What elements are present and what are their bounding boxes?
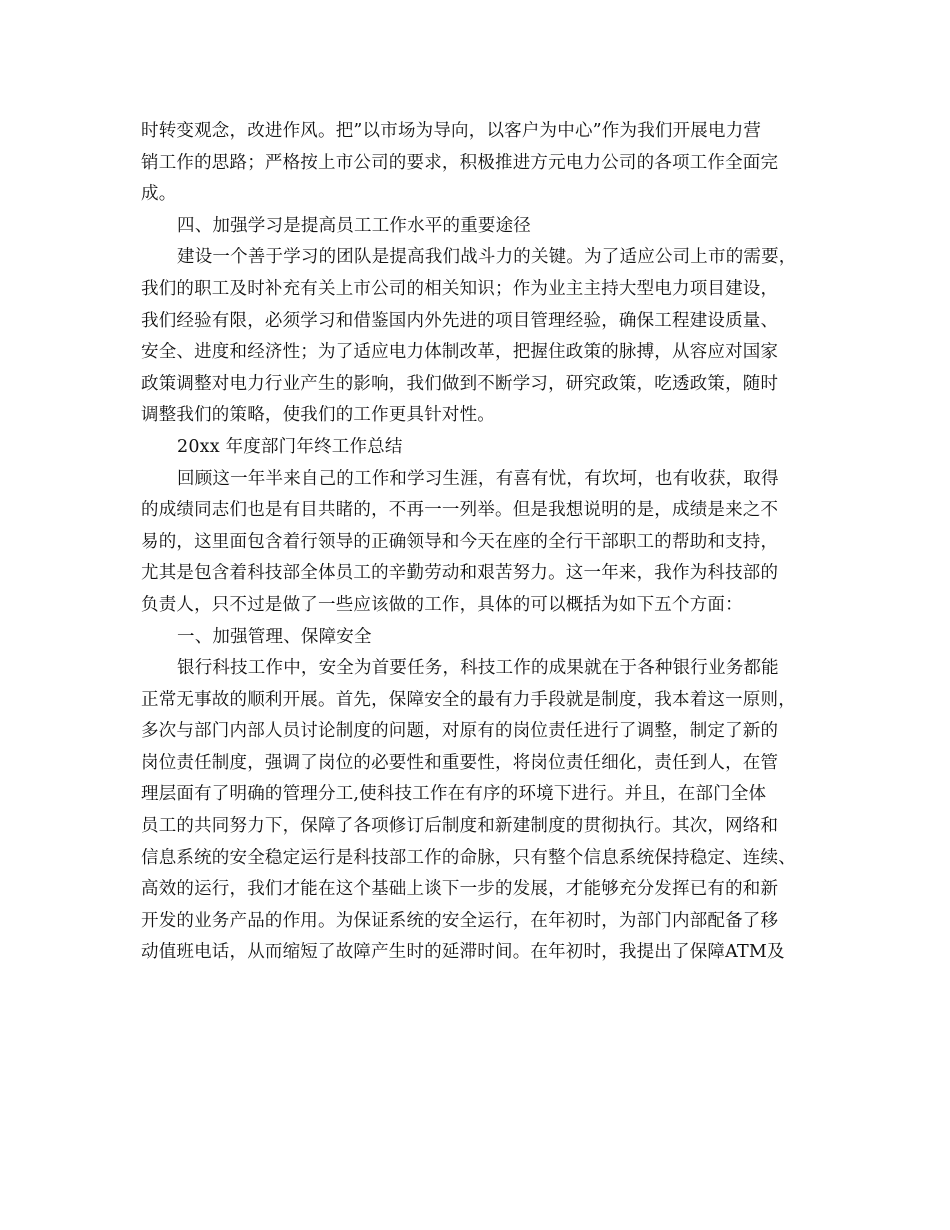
text-line: 动值班电话，从而缩短了故障产生时的延滞时间。在年初时，我提出了保障ATM及: [141, 942, 785, 963]
section-heading: 四、加强学习是提高员工工作水平的重要途径: [177, 215, 531, 236]
text-line: 我们的职工及时补充有关上市公司的相关知识；作为业主主持大型电力项目建设，: [141, 278, 779, 299]
text-line: 银行科技工作中，安全为首要任务，科技工作的成果就在于各种银行业务都能: [177, 658, 779, 679]
text-line: 建设一个善于学习的团队是提高我们战斗力的关键。为了适应公司上市的需要，: [177, 247, 797, 268]
text-line: 调整我们的策略，使我们的工作更具针对性。: [141, 405, 495, 426]
text-line: 我们经验有限，必须学习和借鉴国内外先进的项目管理经验，确保工程建设质量、: [141, 310, 779, 331]
section-heading: 一、加强管理、保障安全: [177, 626, 372, 647]
text-line: 安全、进度和经济性；为了适应电力体制改革，把握住政策的脉搏，从容应对国家: [141, 342, 779, 363]
text-line: 正常无事故的顺利开展。首先，保障安全的最有力手段就是制度，我本着这一原则，: [141, 689, 796, 710]
document-body: [141, 116, 821, 969]
text-line: 理层面有了明确的管理分工,使科技工作在有序的环境下进行。并且，在部门全体: [141, 784, 767, 805]
text-line: 时转变观念，改进作风。把”以市场为导向，以客户为中心”作为我们开展电力营: [141, 121, 762, 141]
text-line: 政策调整对电力行业产生的影响，我们做到不断学习，研究政策，吃透政策，随时: [141, 373, 779, 394]
text-line: 信息系统的安全稳定运行是科技部工作的命脉，只有整个信息系统保持稳定、连续、: [141, 847, 796, 868]
text-line: 负责人，只不过是做了一些应该做的工作，具体的可以概括为如下五个方面：: [141, 594, 743, 615]
text-line: 成。: [141, 184, 177, 205]
text-line: 销工作的思路；严格按上市公司的要求，积极推进方元电力公司的各项工作全面完: [141, 152, 779, 173]
text-line: 开发的业务产品的作用。为保证系统的安全运行，在年初时，为部门内部配备了移: [141, 910, 779, 931]
text-line: 的成绩同志们也是有目共睹的，不再一一列举。但是我想说明的是，成绩是来之不: [141, 500, 779, 521]
text-line: 易的，这里面包含着行领导的正确领导和今天在座的全行干部职工的帮助和支持，: [141, 531, 779, 552]
text-line: 员工的共同努力下，保障了各项修订后制度和新建制度的贯彻执行。其次，网络和: [141, 816, 779, 837]
text-line: 多次与部门内部人员讨论制度的问题，对原有的岗位责任进行了调整，制定了新的: [141, 721, 779, 742]
text-line: 尤其是包含着科技部全体员工的辛勤劳动和艰苦努力。这一年来，我作为科技部的: [141, 563, 779, 584]
document-title: 20xx 年度部门年终工作总结: [177, 436, 403, 457]
text-line: 岗位责任制度，强调了岗位的必要性和重要性，将岗位责任细化，责任到人，在管: [141, 752, 779, 773]
text-line: 高效的运行，我们才能在这个基础上谈下一步的发展，才能够充分发挥已有的和新: [141, 879, 779, 900]
text-line: 回顾这一年半来自己的工作和学习生涯，有喜有忧，有坎坷，也有收获，取得: [177, 468, 779, 489]
